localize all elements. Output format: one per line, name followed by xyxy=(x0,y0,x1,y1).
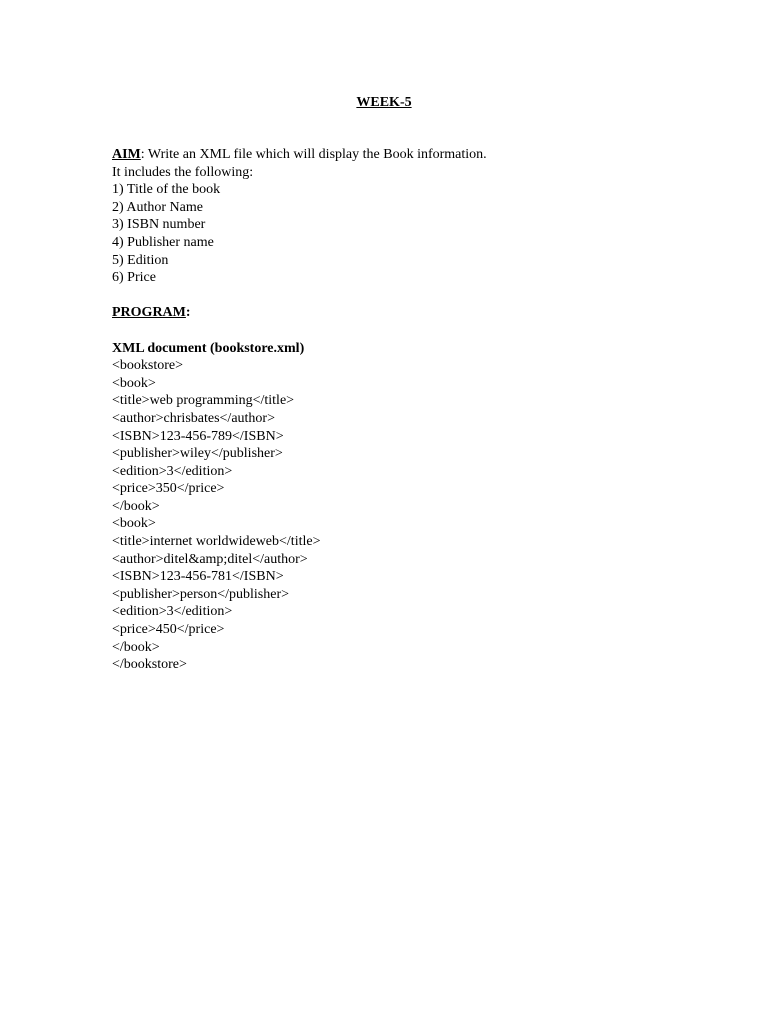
code-line: <book> xyxy=(112,375,156,391)
requirements-list xyxy=(112,181,732,287)
list-item: 6) Price xyxy=(112,270,156,286)
code-line: <price>450</price> xyxy=(112,622,225,638)
program-colon: : xyxy=(185,305,191,321)
blank-line xyxy=(112,287,732,305)
document-content xyxy=(112,146,732,674)
code-line: </book> xyxy=(112,639,160,655)
aim-line xyxy=(112,146,732,164)
page-heading: WEEK-5 xyxy=(356,95,412,110)
code-line: <title>web programming</title> xyxy=(112,393,295,409)
program-label: PROGRAM xyxy=(112,305,186,321)
list-item: 2) Author Name xyxy=(112,199,203,215)
intro-line: It includes the following: xyxy=(112,164,254,180)
xml-code-block xyxy=(112,357,732,674)
aim-label: AIM xyxy=(112,147,141,162)
code-line: <title>internet worldwideweb</title> xyxy=(112,534,321,550)
code-line: <publisher>wiley</publisher> xyxy=(112,446,283,462)
code-line: <publisher>person</publisher> xyxy=(112,586,290,602)
code-line: <price>350</price> xyxy=(112,481,225,497)
code-line: </book> xyxy=(112,498,160,514)
code-line: <ISBN>123-456-781</ISBN> xyxy=(112,569,284,585)
code-line: <book> xyxy=(112,516,156,532)
code-line: <author>chrisbates</author> xyxy=(112,410,275,426)
blank-line xyxy=(112,322,732,340)
list-item: 3) ISBN number xyxy=(112,217,206,233)
list-item: 1) Title of the book xyxy=(112,182,221,198)
code-line: <author>ditel&amp;ditel</author> xyxy=(112,551,308,567)
program-heading xyxy=(112,304,732,322)
list-item: 4) Publisher name xyxy=(112,234,214,250)
code-line: <edition>3</edition> xyxy=(112,604,233,620)
code-line: <ISBN>123-456-789</ISBN> xyxy=(112,428,284,444)
code-line: </bookstore> xyxy=(112,657,187,673)
aim-text: : Write an XML file which will display the Book information. xyxy=(140,147,487,162)
code-line: <bookstore> xyxy=(112,358,184,374)
xml-document-title: XML document (bookstore.xml) xyxy=(112,340,305,356)
list-item: 5) Edition xyxy=(112,252,169,268)
code-line: <edition>3</edition> xyxy=(112,463,233,479)
